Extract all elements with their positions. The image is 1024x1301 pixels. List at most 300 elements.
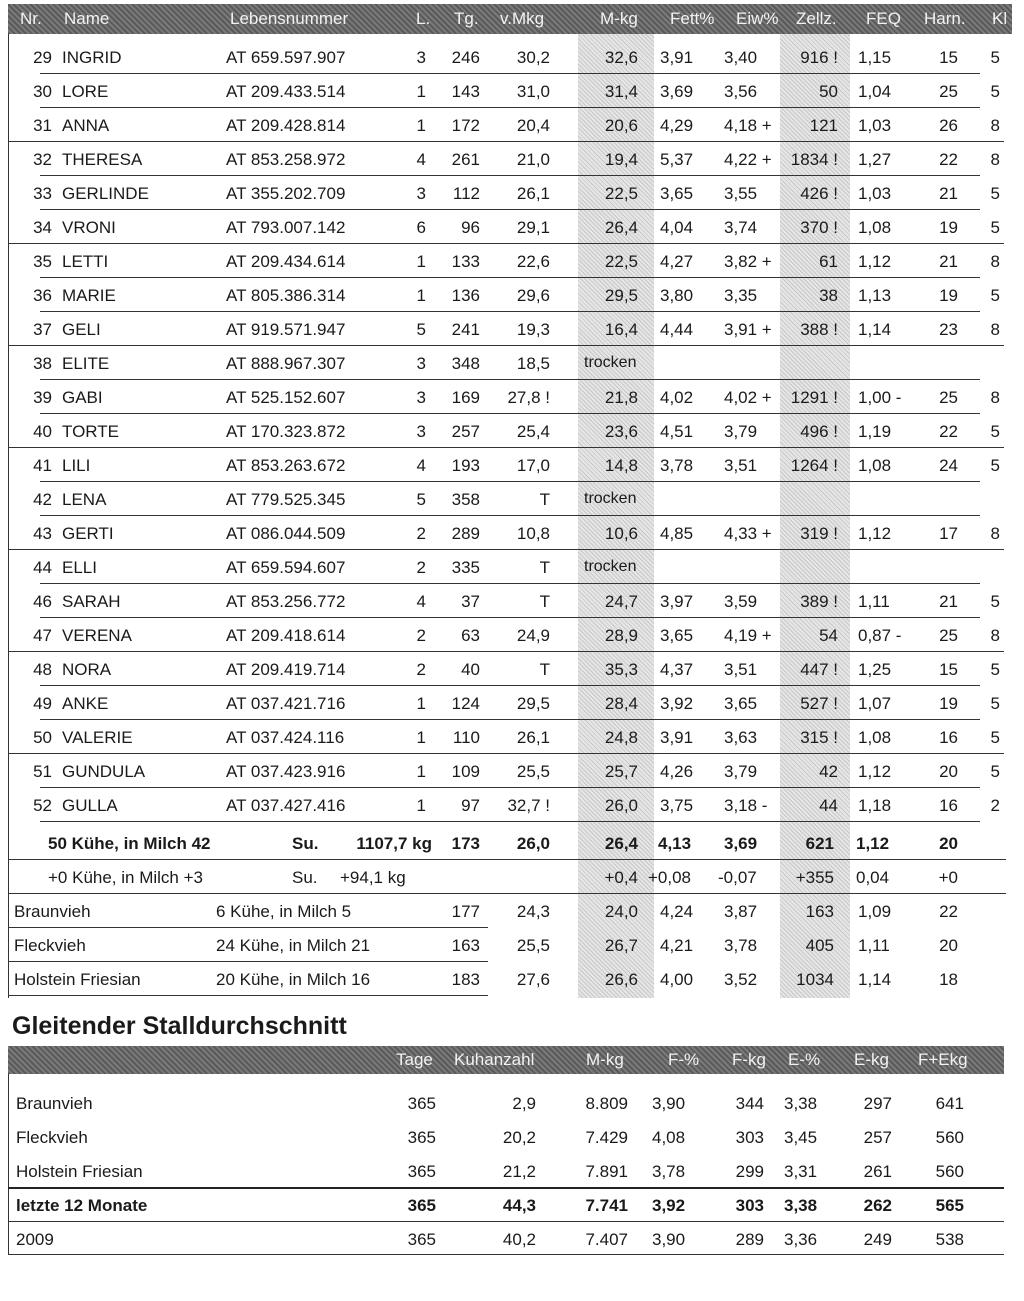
row-kl: 5 bbox=[990, 660, 1000, 679]
rolling-e-kg: 297 bbox=[863, 1094, 892, 1113]
breed-feq: 1,14 bbox=[858, 970, 892, 989]
row-lebensnummer: AT 037.423.916 bbox=[226, 762, 346, 781]
row-lebensnummer: AT 793.007.142 bbox=[226, 218, 346, 237]
row-name: LENA bbox=[62, 490, 107, 509]
breed-divider bbox=[8, 995, 488, 996]
row-name: GERTI bbox=[62, 524, 114, 543]
row-harn: 26 bbox=[939, 116, 958, 135]
row-lebensnummer: AT 355.202.709 bbox=[226, 184, 346, 203]
row-feq: 1,25 bbox=[858, 660, 892, 679]
row-vmkg: 32,7 ! bbox=[507, 796, 550, 815]
row-mkg: 24,7 bbox=[604, 592, 638, 611]
table-row bbox=[0, 414, 1024, 448]
breed-fett: 4,24 bbox=[660, 902, 694, 921]
row-eiw: 4,22 + bbox=[724, 150, 772, 169]
rolling-bottom-border bbox=[8, 1254, 1004, 1255]
table-row bbox=[0, 380, 1024, 414]
col-header-tg: Tg. bbox=[454, 9, 479, 28]
row-vmkg: 18,5 bbox=[516, 354, 550, 373]
table-row bbox=[0, 244, 1024, 278]
rolling-kuhanzahl: 40,2 bbox=[502, 1230, 536, 1249]
row-vmkg: 26,1 bbox=[516, 728, 550, 747]
row-vmkg: 26,1 bbox=[516, 184, 550, 203]
rolling-fe-kg: 565 bbox=[935, 1196, 964, 1215]
table-row bbox=[0, 40, 1024, 74]
row-nr: 36 bbox=[33, 286, 52, 305]
row-vmkg: 17,0 bbox=[516, 456, 550, 475]
rolling-mkg: 7.741 bbox=[585, 1196, 628, 1215]
table-row bbox=[0, 516, 1024, 550]
col-header-nr: Nr. bbox=[20, 9, 42, 28]
rolling-tage: 365 bbox=[407, 1230, 436, 1249]
row-lebensnummer: AT 209.419.714 bbox=[226, 660, 346, 679]
row-kl: 5 bbox=[990, 728, 1000, 747]
summary-harn: 20 bbox=[939, 834, 958, 853]
row-vmkg: 22,6 bbox=[516, 252, 550, 271]
table-row bbox=[0, 142, 1024, 176]
row-eiw: 3,59 bbox=[724, 592, 758, 611]
row-l: 3 bbox=[416, 354, 426, 373]
row-feq: 1,12 bbox=[858, 252, 892, 271]
row-mkg: 22,5 bbox=[604, 184, 638, 203]
row-lebensnummer: AT 209.428.814 bbox=[226, 116, 346, 135]
row-mkg: trocken bbox=[584, 558, 637, 575]
row-vmkg: 10,8 bbox=[516, 524, 550, 543]
row-tg: 136 bbox=[451, 286, 480, 305]
rolling-fe-kg: 538 bbox=[935, 1230, 964, 1249]
row-eiw: 3,79 bbox=[724, 762, 758, 781]
row-eiw: 4,19 + bbox=[724, 626, 772, 645]
row-feq: 1,08 bbox=[858, 728, 892, 747]
rolling-f-kg: 303 bbox=[735, 1128, 764, 1147]
row-l: 3 bbox=[416, 422, 426, 441]
delta-su-value: +94,1 kg bbox=[340, 868, 406, 887]
row-vmkg: 29,6 bbox=[516, 286, 550, 305]
col-header-mkg: M-kg bbox=[600, 9, 638, 28]
rolling-row bbox=[0, 1086, 1024, 1120]
rolling-f-kg: 303 bbox=[735, 1196, 764, 1215]
breed-tg: 163 bbox=[451, 936, 480, 955]
breed-name: Holstein Friesian bbox=[14, 970, 141, 989]
breed-vmkg: 27,6 bbox=[516, 970, 550, 989]
col-header-f-kg: F-kg bbox=[732, 1050, 766, 1069]
breed-count: 6 Kühe, in Milch 5 bbox=[216, 902, 352, 921]
col-header-harn: Harn. bbox=[924, 9, 966, 28]
row-lebensnummer: AT 919.571.947 bbox=[226, 320, 346, 339]
row-name: GULLA bbox=[62, 796, 118, 815]
row-l: 3 bbox=[416, 48, 426, 67]
summary-su-value: 1107,7 kg bbox=[356, 834, 432, 853]
row-name: SARAH bbox=[62, 592, 121, 611]
row-kl: 5 bbox=[990, 218, 1000, 237]
row-name: GABI bbox=[62, 388, 103, 407]
rolling-e-pct: 3,45 bbox=[784, 1128, 818, 1147]
row-zellz: 447 ! bbox=[800, 660, 838, 679]
summary-zellz: 621 bbox=[805, 834, 834, 853]
col-header-tage: Tage bbox=[396, 1050, 433, 1069]
col-header-fe-kg: F+Ekg bbox=[918, 1050, 968, 1069]
col-header-e-pct: E-% bbox=[788, 1050, 821, 1069]
row-vmkg: 21,0 bbox=[516, 150, 550, 169]
breed-feq: 1,09 bbox=[858, 902, 892, 921]
row-vmkg: 25,4 bbox=[516, 422, 550, 441]
row-kl: 5 bbox=[990, 422, 1000, 441]
row-tg: 37 bbox=[461, 592, 480, 611]
row-eiw: 3,56 bbox=[724, 82, 758, 101]
row-vmkg: 29,5 bbox=[516, 694, 550, 713]
breed-eiw: 3,87 bbox=[724, 902, 758, 921]
row-l: 1 bbox=[416, 728, 426, 747]
delta-zellz: +355 bbox=[795, 868, 834, 887]
rolling-table-header bbox=[8, 1046, 1004, 1074]
row-fett: 3,65 bbox=[660, 184, 694, 203]
row-fett: 3,75 bbox=[660, 796, 694, 815]
row-mkg: 22,5 bbox=[604, 252, 638, 271]
table-row bbox=[0, 482, 1024, 516]
row-zellz: 1291 ! bbox=[790, 388, 838, 407]
row-kl: 8 bbox=[990, 150, 1000, 169]
breed-row bbox=[0, 962, 1024, 996]
row-lebensnummer: AT 659.594.607 bbox=[226, 558, 346, 577]
row-tg: 112 bbox=[452, 184, 480, 203]
rolling-f-kg: 289 bbox=[735, 1230, 764, 1249]
breed-vmkg: 25,5 bbox=[516, 936, 550, 955]
rolling-e-pct: 3,38 bbox=[784, 1196, 818, 1215]
row-zellz: 426 ! bbox=[800, 184, 838, 203]
row-feq: 1,08 bbox=[858, 218, 892, 237]
row-tg: 261 bbox=[451, 150, 480, 169]
col-header-eiw: Eiw% bbox=[736, 9, 779, 28]
row-mkg: trocken bbox=[584, 490, 637, 507]
row-nr: 38 bbox=[33, 354, 52, 373]
table-row bbox=[0, 788, 1024, 822]
row-nr: 30 bbox=[33, 82, 52, 101]
row-tg: 143 bbox=[451, 82, 480, 101]
row-l: 4 bbox=[416, 592, 426, 611]
row-name: ANKE bbox=[62, 694, 109, 713]
row-l: 1 bbox=[416, 82, 426, 101]
breed-count: 20 Kühe, in Milch 16 bbox=[216, 970, 371, 989]
row-fett: 4,26 bbox=[660, 762, 694, 781]
row-kl: 5 bbox=[990, 82, 1000, 101]
row-tg: 133 bbox=[451, 252, 480, 271]
row-zellz: 916 ! bbox=[800, 48, 838, 67]
row-mkg: 32,6 bbox=[604, 48, 638, 67]
row-lebensnummer: AT 779.525.345 bbox=[226, 490, 346, 509]
row-kl: 8 bbox=[990, 252, 1000, 271]
summary-feq: 1,12 bbox=[856, 834, 890, 853]
row-l: 3 bbox=[416, 184, 426, 203]
breed-count: 24 Kühe, in Milch 21 bbox=[216, 936, 371, 955]
row-mkg: 23,6 bbox=[604, 422, 638, 441]
breed-harn: 22 bbox=[939, 902, 958, 921]
row-vmkg: 29,1 bbox=[516, 218, 550, 237]
breed-zellz: 163 bbox=[805, 902, 834, 921]
row-kl: 8 bbox=[990, 626, 1000, 645]
table-row bbox=[0, 346, 1024, 380]
row-l: 2 bbox=[416, 626, 426, 645]
row-feq: 1,27 bbox=[858, 150, 892, 169]
rolling-f-kg: 344 bbox=[735, 1094, 764, 1113]
col-header-feq: FEQ bbox=[866, 9, 901, 28]
table-row bbox=[0, 618, 1024, 652]
breed-harn: 18 bbox=[939, 970, 958, 989]
row-l: 2 bbox=[416, 660, 426, 679]
row-nr: 49 bbox=[33, 694, 52, 713]
row-eiw: 3,91 + bbox=[724, 320, 772, 339]
row-feq: 1,19 bbox=[858, 422, 892, 441]
row-harn: 19 bbox=[939, 286, 958, 305]
row-fett: 5,37 bbox=[660, 150, 694, 169]
row-nr: 46 bbox=[33, 592, 52, 611]
delta-fett: +0,08 bbox=[648, 868, 692, 887]
summary-mkg: 26,4 bbox=[604, 834, 638, 853]
row-lebensnummer: AT 037.427.416 bbox=[226, 796, 346, 815]
row-nr: 41 bbox=[33, 456, 52, 475]
row-lebensnummer: AT 170.323.872 bbox=[226, 422, 346, 441]
col-header-m-kg: M-kg bbox=[586, 1050, 624, 1069]
row-tg: 241 bbox=[451, 320, 480, 339]
row-mkg: 10,6 bbox=[604, 524, 638, 543]
col-header-vmkg: v.Mkg bbox=[500, 9, 545, 28]
table-row bbox=[0, 584, 1024, 618]
row-fett: 3,69 bbox=[660, 82, 694, 101]
row-zellz: 61 bbox=[819, 252, 838, 271]
breed-eiw: 3,52 bbox=[724, 970, 758, 989]
breed-tg: 177 bbox=[451, 902, 480, 921]
row-harn: 17 bbox=[939, 524, 958, 543]
row-tg: 110 bbox=[452, 728, 480, 747]
row-l: 5 bbox=[416, 320, 426, 339]
row-harn: 24 bbox=[939, 456, 958, 475]
row-l: 1 bbox=[416, 694, 426, 713]
row-fett: 4,04 bbox=[660, 218, 694, 237]
col-header-l: L. bbox=[416, 9, 431, 28]
row-feq: 0,87 - bbox=[858, 626, 902, 645]
row-eiw: 4,33 + bbox=[724, 524, 772, 543]
row-harn: 25 bbox=[939, 626, 958, 645]
row-zellz: 54 bbox=[819, 626, 838, 645]
rolling-e-kg: 261 bbox=[863, 1162, 892, 1181]
breed-row bbox=[0, 928, 1024, 962]
row-vmkg: T bbox=[539, 592, 550, 611]
row-mkg: 31,4 bbox=[604, 82, 638, 101]
delta-mkg: +0,4 bbox=[604, 868, 638, 887]
summary-label: 50 Kühe, in Milch 42 bbox=[48, 834, 211, 853]
breed-harn: 20 bbox=[939, 936, 958, 955]
delta-harn: +0 bbox=[938, 868, 958, 887]
row-tg: 97 bbox=[461, 796, 480, 815]
row-name: VALERIE bbox=[62, 728, 133, 747]
row-l: 4 bbox=[416, 150, 426, 169]
row-zellz: 1834 ! bbox=[790, 150, 838, 169]
row-tg: 193 bbox=[451, 456, 480, 475]
row-fett: 3,97 bbox=[660, 592, 694, 611]
rolling-mkg: 7.407 bbox=[585, 1230, 628, 1249]
row-nr: 37 bbox=[33, 320, 52, 339]
col-header-name: Name bbox=[64, 9, 110, 28]
row-kl: 5 bbox=[990, 184, 1000, 203]
row-tg: 257 bbox=[451, 422, 480, 441]
breed-zellz: 405 bbox=[805, 936, 834, 955]
table-row bbox=[0, 754, 1024, 788]
row-nr: 43 bbox=[33, 524, 52, 543]
row-eiw: 3,51 bbox=[724, 660, 758, 679]
row-eiw: 3,51 bbox=[724, 456, 758, 475]
table-row bbox=[0, 720, 1024, 754]
row-tg: 335 bbox=[451, 558, 480, 577]
row-nr: 34 bbox=[33, 218, 52, 237]
row-mkg: 26,4 bbox=[604, 218, 638, 237]
row-mkg: 28,9 bbox=[604, 626, 638, 645]
row-tg: 289 bbox=[451, 524, 480, 543]
row-zellz: 315 ! bbox=[800, 728, 838, 747]
rolling-row bbox=[0, 1188, 1024, 1222]
row-harn: 16 bbox=[939, 796, 958, 815]
row-fett: 3,91 bbox=[660, 728, 694, 747]
row-name: VRONI bbox=[62, 218, 116, 237]
row-tg: 109 bbox=[451, 762, 480, 781]
row-kl: 5 bbox=[990, 456, 1000, 475]
row-kl: 8 bbox=[990, 388, 1000, 407]
row-vmkg: 20,4 bbox=[516, 116, 550, 135]
rolling-f-pct: 3,90 bbox=[652, 1094, 686, 1113]
col-header-zellz: Zellz. bbox=[796, 9, 837, 28]
row-fett: 4,44 bbox=[660, 320, 694, 339]
row-name: GUNDULA bbox=[62, 762, 146, 781]
row-mkg: trocken bbox=[584, 354, 637, 371]
rolling-e-kg: 249 bbox=[863, 1230, 892, 1249]
rolling-f-pct: 4,08 bbox=[652, 1128, 686, 1147]
table-row bbox=[0, 74, 1024, 108]
row-zellz: 50 bbox=[819, 82, 838, 101]
row-zellz: 527 ! bbox=[800, 694, 838, 713]
section-title: Gleitender Stalldurchschnitt bbox=[12, 1012, 347, 1040]
row-zellz: 388 ! bbox=[800, 320, 838, 339]
row-fett: 4,51 bbox=[660, 422, 694, 441]
row-kl: 8 bbox=[990, 320, 1000, 339]
delta-eiw: -0,07 bbox=[718, 868, 757, 887]
row-zellz: 370 ! bbox=[800, 218, 838, 237]
row-harn: 20 bbox=[939, 762, 958, 781]
breed-name: Fleckvieh bbox=[14, 936, 86, 955]
row-harn: 16 bbox=[939, 728, 958, 747]
summary-vmkg: 26,0 bbox=[516, 834, 550, 853]
table-row bbox=[0, 108, 1024, 142]
row-lebensnummer: AT 805.386.314 bbox=[226, 286, 346, 305]
row-zellz: 1264 ! bbox=[790, 456, 838, 475]
row-kl: 5 bbox=[990, 48, 1000, 67]
rolling-tage: 365 bbox=[407, 1094, 436, 1113]
row-vmkg: T bbox=[539, 558, 550, 577]
table-row bbox=[0, 550, 1024, 584]
row-kl: 8 bbox=[990, 116, 1000, 135]
row-nr: 50 bbox=[33, 728, 52, 747]
row-vmkg: 25,5 bbox=[516, 762, 550, 781]
row-fett: 4,37 bbox=[660, 660, 694, 679]
row-eiw: 3,63 bbox=[724, 728, 758, 747]
row-kl: 5 bbox=[990, 762, 1000, 781]
row-l: 5 bbox=[416, 490, 426, 509]
rolling-kuhanzahl: 2,9 bbox=[512, 1094, 536, 1113]
row-kl: 5 bbox=[990, 286, 1000, 305]
row-harn: 19 bbox=[939, 218, 958, 237]
row-zellz: 42 bbox=[819, 762, 838, 781]
row-nr: 35 bbox=[33, 252, 52, 271]
rolling-label: Fleckvieh bbox=[16, 1128, 88, 1147]
row-vmkg: T bbox=[539, 660, 550, 679]
row-feq: 1,12 bbox=[858, 762, 892, 781]
row-name: INGRID bbox=[62, 48, 122, 67]
row-harn: 21 bbox=[939, 252, 958, 271]
delta-su: Su. bbox=[292, 868, 318, 887]
rolling-e-kg: 257 bbox=[863, 1128, 892, 1147]
row-feq: 1,18 bbox=[858, 796, 892, 815]
breed-feq: 1,11 bbox=[858, 936, 890, 955]
summary-tg: 173 bbox=[451, 834, 480, 853]
row-zellz: 121 bbox=[809, 116, 838, 135]
row-lebensnummer: AT 525.152.607 bbox=[226, 388, 346, 407]
row-eiw: 3,55 bbox=[724, 184, 758, 203]
breed-eiw: 3,78 bbox=[724, 936, 758, 955]
col-header-fett: Fett% bbox=[670, 9, 715, 28]
table-row bbox=[0, 448, 1024, 482]
row-name: VERENA bbox=[62, 626, 132, 645]
row-nr: 32 bbox=[33, 150, 52, 169]
row-lebensnummer: AT 037.421.716 bbox=[226, 694, 346, 713]
row-zellz: 38 bbox=[819, 286, 838, 305]
breed-fett: 4,00 bbox=[660, 970, 694, 989]
row-lebensnummer: AT 853.256.772 bbox=[226, 592, 346, 611]
row-eiw: 3,35 bbox=[724, 286, 758, 305]
row-nr: 42 bbox=[33, 490, 52, 509]
row-lebensnummer: AT 853.263.672 bbox=[226, 456, 346, 475]
row-l: 1 bbox=[416, 762, 426, 781]
row-name: ELITE bbox=[62, 354, 110, 373]
row-lebensnummer: AT 209.433.514 bbox=[226, 82, 346, 101]
row-nr: 48 bbox=[33, 660, 52, 679]
row-tg: 358 bbox=[451, 490, 480, 509]
row-fett: 4,85 bbox=[660, 524, 694, 543]
row-nr: 33 bbox=[33, 184, 52, 203]
row-harn: 23 bbox=[939, 320, 958, 339]
rolling-f-kg: 299 bbox=[735, 1162, 764, 1181]
breed-fett: 4,21 bbox=[660, 936, 694, 955]
row-harn: 25 bbox=[939, 82, 958, 101]
row-zellz: 496 ! bbox=[800, 422, 838, 441]
row-feq: 1,12 bbox=[858, 524, 892, 543]
row-feq: 1,03 bbox=[858, 116, 892, 135]
row-name: GELI bbox=[62, 320, 101, 339]
row-vmkg: 27,8 ! bbox=[507, 388, 550, 407]
rolling-mkg: 7.429 bbox=[585, 1128, 628, 1147]
row-tg: 124 bbox=[451, 694, 480, 713]
row-tg: 246 bbox=[451, 48, 480, 67]
row-mkg: 14,8 bbox=[604, 456, 638, 475]
row-fett: 4,02 bbox=[660, 388, 694, 407]
row-feq: 1,00 - bbox=[858, 388, 902, 407]
rolling-row bbox=[0, 1120, 1024, 1154]
row-tg: 348 bbox=[451, 354, 480, 373]
row-tg: 40 bbox=[461, 660, 480, 679]
row-name: THERESA bbox=[62, 150, 143, 169]
breed-tg: 183 bbox=[451, 970, 480, 989]
row-lebensnummer: AT 037.424.116 bbox=[226, 728, 345, 747]
row-name: LORE bbox=[62, 82, 109, 101]
rolling-row bbox=[0, 1222, 1024, 1256]
row-l: 1 bbox=[416, 116, 426, 135]
row-feq: 1,03 bbox=[858, 184, 892, 203]
